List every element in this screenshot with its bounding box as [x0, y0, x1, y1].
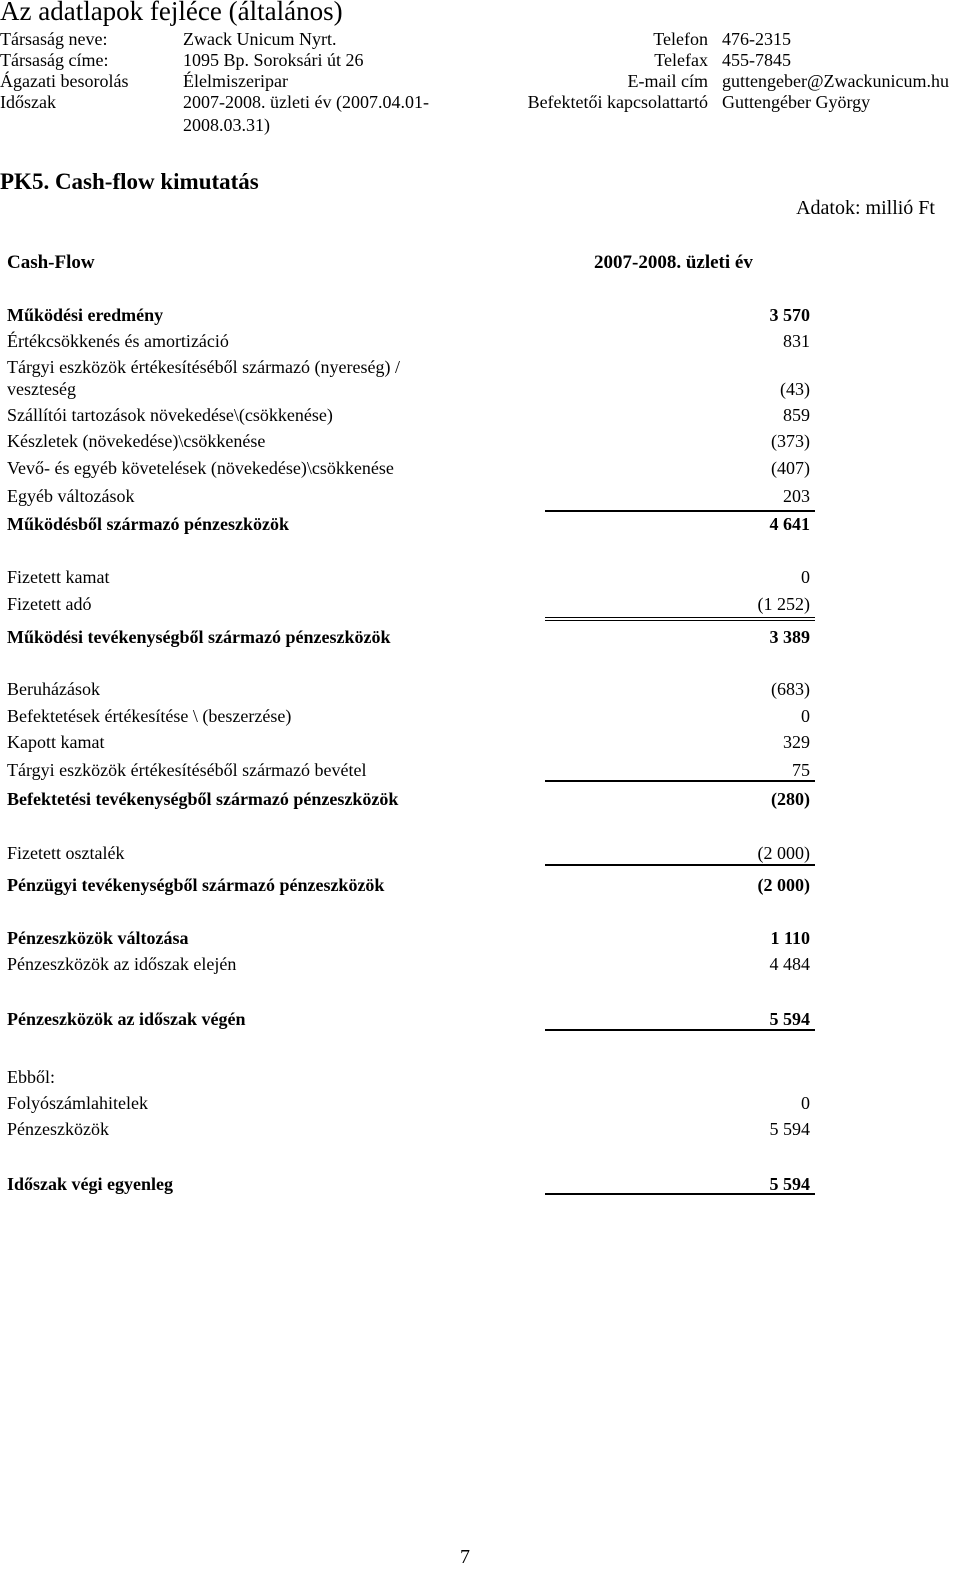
- table-row: [7, 1067, 810, 1091]
- row-value: 203: [783, 486, 810, 506]
- column-label: Cash-Flow: [7, 252, 95, 273]
- row-label: Fizetett adó: [7, 594, 92, 614]
- table-row: [7, 1093, 810, 1117]
- page-number: 7: [460, 1546, 470, 1568]
- row-value: (407): [771, 458, 810, 478]
- row-value: 831: [783, 331, 810, 351]
- row-value: 4 641: [769, 514, 810, 534]
- company-name: Zwack Unicum Nyrt.: [183, 29, 337, 49]
- table-row: [7, 458, 810, 482]
- table-row: [7, 679, 810, 703]
- phone: 476-2315: [722, 29, 791, 49]
- fax-label: Telefax: [654, 50, 708, 70]
- subtotal-rule: [545, 1193, 815, 1195]
- row-value: 0: [801, 706, 810, 726]
- table-row: [7, 405, 810, 429]
- fax: 455-7845: [722, 50, 791, 70]
- row-value: (2 000): [757, 843, 810, 863]
- row-value: 0: [801, 567, 810, 587]
- row-label: Fizetett osztalék: [7, 843, 125, 863]
- subtotal-rule: [545, 780, 815, 782]
- row-label: veszteség: [7, 379, 76, 399]
- row-value: 1 110: [770, 928, 810, 948]
- row-label: Pénzeszközök: [7, 1119, 109, 1139]
- row-label: Pénzügyi tevékenységből származó pénzeszközök: [7, 875, 385, 895]
- row-label: Kapott kamat: [7, 732, 105, 752]
- row-value: 859: [783, 405, 810, 425]
- table-row: [7, 732, 810, 756]
- subtotal-rule: [545, 510, 815, 512]
- row-value: 3 389: [769, 627, 810, 647]
- table-row: [7, 431, 810, 455]
- row-label: Befektetési tevékenységből származó pénzeszközök: [7, 789, 399, 809]
- row-value: (1 252): [757, 594, 810, 614]
- ir-contact-label: Befektetői kapcsolattartó: [527, 92, 708, 112]
- row-label: Tárgyi eszközök értékesítéséből származó (nyereség) /: [7, 357, 400, 377]
- row-label: Vevő- és egyéb követelések (növekedése)\csökkenése: [7, 458, 394, 478]
- subtotal-rule: [545, 1029, 815, 1031]
- row-label: Készletek (növekedése)\csökkenése: [7, 431, 266, 451]
- double-rule: [545, 617, 815, 621]
- table-row: [7, 357, 810, 381]
- sector: Élelmiszeripar: [183, 71, 288, 91]
- table-row: [7, 627, 810, 651]
- table-row: [7, 331, 810, 355]
- row-label: Működésből származó pénzeszközök: [7, 514, 289, 534]
- row-label: Folyószámlahitelek: [7, 1093, 148, 1113]
- row-label: Ebből:: [7, 1067, 55, 1087]
- row-label: Egyéb változások: [7, 486, 135, 506]
- address-label: Társaság címe:: [0, 50, 109, 70]
- row-label: Beruházások: [7, 679, 100, 699]
- row-label: Működési eredmény: [7, 305, 164, 325]
- email-label: E-mail cím: [627, 71, 708, 91]
- row-value: 75: [792, 760, 810, 780]
- row-value: 5 594: [769, 1009, 810, 1029]
- row-value: (280): [771, 789, 810, 809]
- row-label: Pénzeszközök az időszak végén: [7, 1009, 246, 1029]
- table-row: [7, 305, 810, 329]
- sector-label: Ágazati besorolás: [0, 71, 129, 91]
- row-label: Pénzeszközök az időszak elején: [7, 954, 237, 974]
- email: guttengeber@Zwackunicum.hu: [722, 71, 950, 91]
- subtotal-rule: [545, 864, 815, 866]
- row-value: (683): [771, 679, 810, 699]
- table-row: [7, 875, 810, 899]
- table-row: [7, 706, 810, 730]
- table-row: [7, 1119, 810, 1143]
- row-value: 4 484: [769, 954, 810, 974]
- units-note: Adatok: millió Ft: [796, 197, 935, 219]
- table-row: [7, 514, 810, 538]
- row-label: Szállítói tartozások növekedése\(csökkenése): [7, 405, 333, 425]
- table-row: [7, 567, 810, 591]
- period-line-1: 2007-2008. üzleti év (2007.04.01-: [183, 92, 429, 112]
- row-label: Értékcsökkenés és amortizáció: [7, 331, 229, 351]
- table-row: [7, 486, 810, 510]
- column-period: 2007-2008. üzleti év: [594, 252, 753, 273]
- row-value: (2 000): [757, 875, 810, 895]
- period-line-2: 2008.03.31): [183, 115, 270, 135]
- table-row: [7, 789, 810, 813]
- table-row: [7, 594, 810, 618]
- row-value: (43): [780, 379, 810, 399]
- table-row: [7, 928, 810, 952]
- row-label: Pénzeszközök változása: [7, 928, 189, 948]
- company-name-label: Társaság neve:: [0, 29, 108, 49]
- phone-label: Telefon: [653, 29, 708, 49]
- row-label: Időszak végi egyenleg: [7, 1174, 173, 1194]
- row-label: Működési tevékenységből származó pénzeszközök: [7, 627, 391, 647]
- report-title: PK5. Cash-flow kimutatás: [0, 169, 259, 194]
- table-row: [7, 954, 810, 978]
- row-value: 5 594: [769, 1119, 810, 1139]
- row-value: 3 570: [769, 305, 810, 325]
- row-value: 329: [783, 732, 810, 752]
- row-label: Befektetések értékesítése \ (beszerzése): [7, 706, 292, 726]
- row-label: Tárgyi eszközök értékesítéséből származó bevétel: [7, 760, 367, 780]
- period-label: Időszak: [0, 92, 56, 112]
- ir-contact: Guttengéber György: [722, 92, 871, 112]
- address: 1095 Bp. Soroksári út 26: [183, 50, 364, 70]
- row-value: 0: [801, 1093, 810, 1113]
- table-row: [7, 379, 810, 403]
- row-value: 5 594: [769, 1174, 810, 1194]
- document-title: Az adatlapok fejléce (általános): [0, 0, 343, 26]
- row-label: Fizetett kamat: [7, 567, 110, 587]
- row-value: (373): [771, 431, 810, 451]
